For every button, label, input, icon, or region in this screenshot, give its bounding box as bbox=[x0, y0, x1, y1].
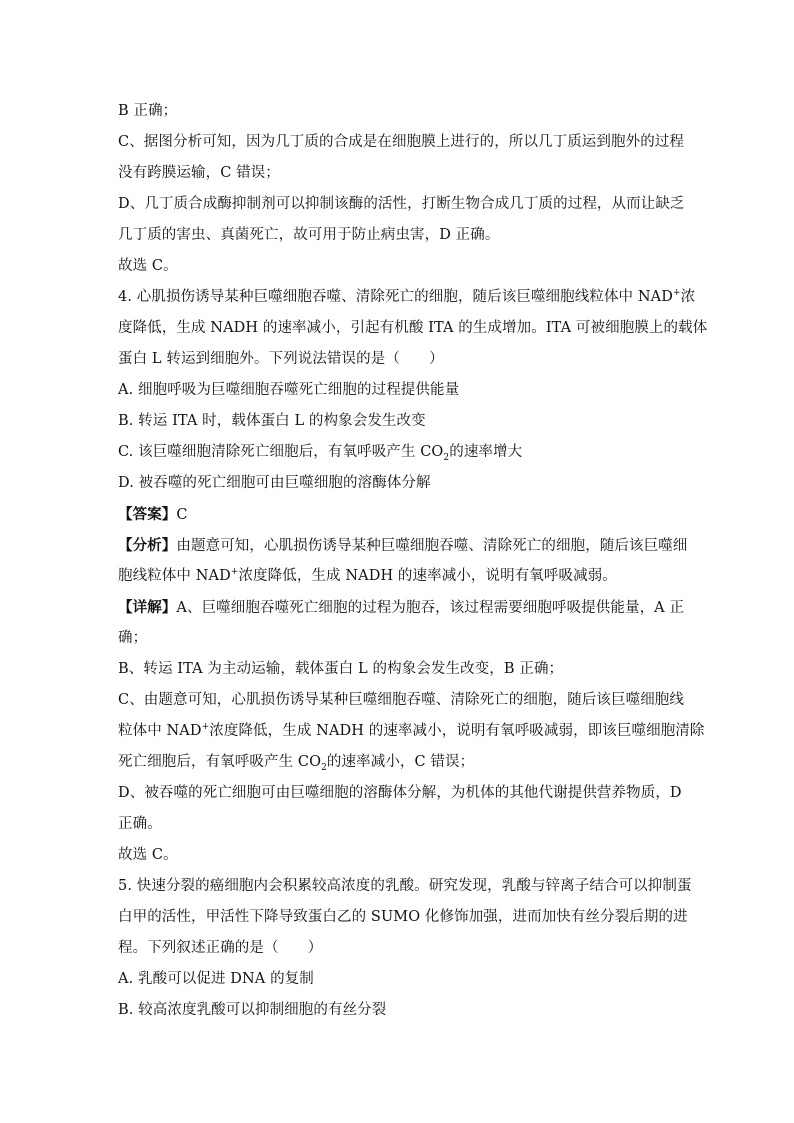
text-line: D、被吞噬的死亡细胞可由巨噬细胞的溶酶体分解，为机体的其他代谢提供营养物质，D bbox=[118, 785, 682, 801]
text-line: B 正确； bbox=[118, 103, 178, 119]
text-line: 胞线粒体中 NAD+浓度降低，生成 NADH 的速率减小，说明有氧呼吸减弱。 bbox=[118, 567, 617, 584]
text-line: 度降低，生成 NADH 的速率减小，引起有机酸 ITA 的生成增加。ITA 可被细胞膜上的载体 bbox=[118, 320, 708, 336]
text-line: C、据图分析可知，因为几丁质的合成是在细胞膜上进行的，所以几丁质运到胞外的过程 bbox=[118, 134, 684, 150]
text-line: 确； bbox=[118, 630, 148, 646]
option-a: A. 细胞呼吸为巨噬细胞吞噬死亡细胞的过程提供能量 bbox=[118, 382, 460, 398]
question-4-stem: 4. 心肌损伤诱导某种巨噬细胞吞噬、清除死亡的细胞，随后该巨噬细胞线粒体中 NAD+浓 bbox=[118, 288, 696, 305]
text-line: 几丁质的害虫、真菌死亡，故可用于防止病虫害，D 正确。 bbox=[118, 227, 500, 243]
text-line: 程。下列叙述正确的是（ ） bbox=[118, 940, 323, 956]
explanation-line: 【详解】A、巨噬细胞吞噬死亡细胞的过程为胞吞，该过程需要细胞呼吸提供能量，A 正 bbox=[118, 599, 685, 616]
text-line: 死亡细胞后，有氧呼吸产生 $CO_2$的速率减小，C 错误； bbox=[118, 754, 475, 773]
option-b: B. 较高浓度乳酸可以抑制细胞的有丝分裂 bbox=[118, 1002, 387, 1018]
option-c: C. 该巨噬细胞清除死亡细胞后，有氧呼吸产生 $CO_2$的速率增大 bbox=[118, 444, 523, 463]
option-a: A. 乳酸可以促进 DNA 的复制 bbox=[118, 971, 314, 987]
document-page bbox=[118, 96, 708, 1026]
text-line: 故选 C。 bbox=[118, 847, 178, 863]
answer-tag: 【答案】 bbox=[118, 506, 177, 523]
text-line: 白甲的活性，甲活性下降导致蛋白乙的 SUMO 化修饰加强，进而加快有丝分裂后期的进 bbox=[118, 909, 688, 925]
explanation-tag: 【详解】 bbox=[118, 599, 177, 616]
option-b: B. 转运 ITA 时，载体蛋白 L 的构象会发生改变 bbox=[118, 413, 426, 429]
text-line: C、由题意可知，心肌损伤诱导某种巨噬细胞吞噬、清除死亡的细胞，随后该巨噬细胞线 bbox=[118, 692, 684, 708]
option-d: D. 被吞噬的死亡细胞可由巨噬细胞的溶酶体分解 bbox=[118, 475, 431, 491]
analysis-tag: 【分析】 bbox=[118, 537, 177, 554]
text-line: 正确。 bbox=[118, 816, 162, 832]
analysis-line: 【分析】由题意可知，心肌损伤诱导某种巨噬细胞吞噬、清除死亡的细胞，随后该巨噬细 bbox=[118, 537, 688, 554]
question-5-stem: 5. 快速分裂的癌细胞内会积累较高浓度的乳酸。研究发现，乳酸与锌离子结合可以抑制蛋 bbox=[118, 878, 692, 894]
text-line: 蛋白 L 转运到细胞外。下列说法错误的是（ ） bbox=[118, 351, 444, 367]
text-line: 粒体中 NAD+浓度降低，生成 NADH 的速率减小，说明有氧呼吸减弱，即该巨噬细胞清除 bbox=[118, 722, 705, 739]
answer-line: 【答案】C bbox=[118, 506, 188, 523]
text-line: D、几丁质合成酶抑制剂可以抑制该酶的活性，打断生物合成几丁质的过程，从而让缺乏 bbox=[118, 196, 685, 212]
text-line: B、转运 ITA 为主动运输，载体蛋白 L 的构象会发生改变，B 正确； bbox=[118, 661, 564, 677]
text-line: 没有跨膜运输，C 错误； bbox=[118, 165, 280, 181]
text-line: 故选 C。 bbox=[118, 258, 178, 274]
